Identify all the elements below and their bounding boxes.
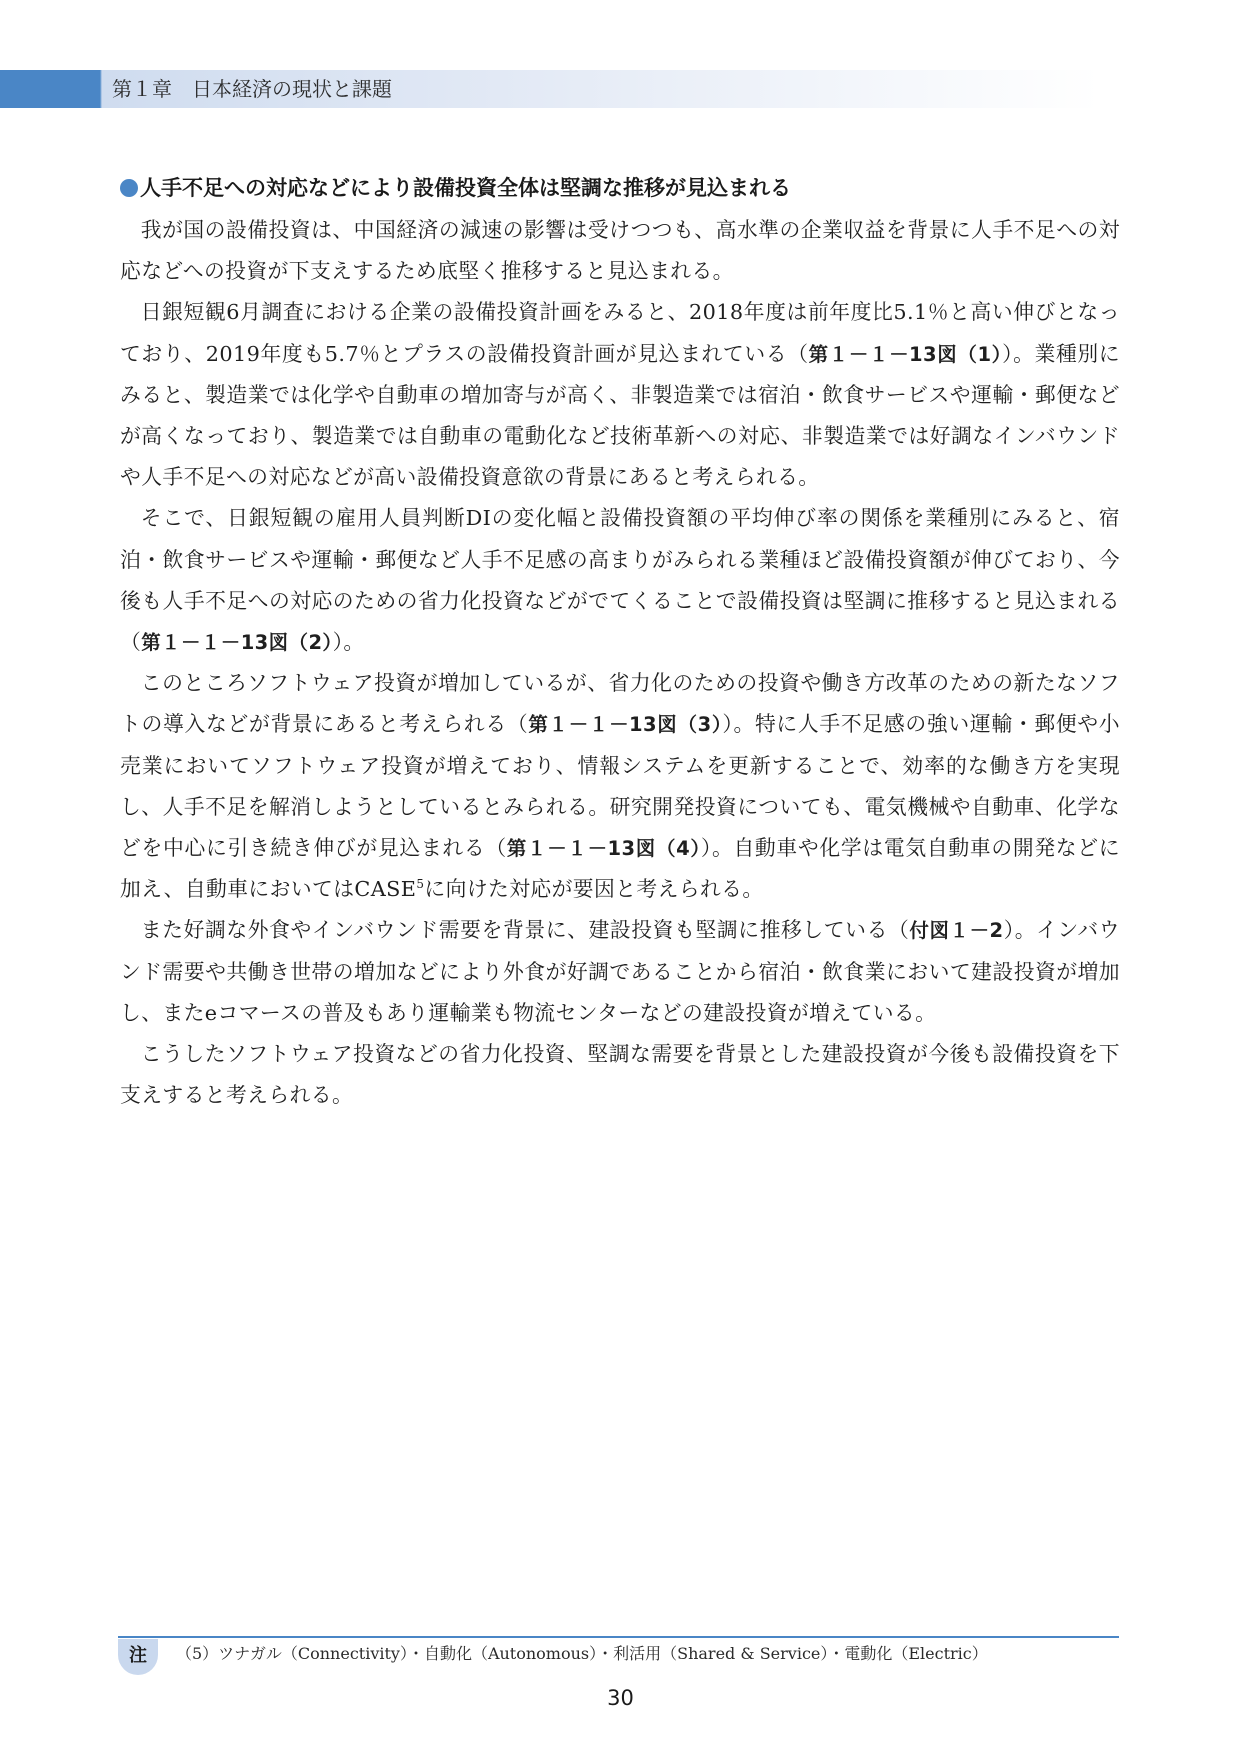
section-heading [120,172,1120,204]
figure-reference: 第１－１－13図（1） [808,342,1003,366]
footnote-text: （5）ツナガル（Connectivity）・自動化（Autonomous）・利活用（Shared & Service）・電動化（Electric） [176,1644,988,1663]
paragraph-1: 我が国の設備投資は、中国経済の減速の影響は受けつつも、高水準の企業収益を背景に人手不足への対応などへの投資が下支えするため底堅く推移すると見込まれる。 [120,218,1120,284]
figure-reference: 第１－１－13図（2） [141,631,333,655]
text-run: そこで、日銀短観の雇用人員判断DIの変化幅と設備投資額の平均伸び率の関係を業種別にみると、宿泊・飲食サービスや運輸・郵便など人手不足感の高まりがみられる業種ほど設備投資額が伸びており、今後も人手不足への対応のための省力化投資などがでてくることで設備投資は堅調に推移すると見込まれる（ [120,506,1120,655]
footnote-marker: 5 [416,877,425,892]
text-run: ）。業種別にみると、製造業では化学や自動車の増加寄与が高く、非製造業では宿泊・飲食サービスや運輸・郵便などが高くなっており、製造業では自動車の電動化など技術革新への対応、非製造業では好調なインバウンドや人手不足への対応などが高い設備投資意欲の背景にあると考えられる。 [120,341,1120,490]
bullet-circle-icon [120,179,138,197]
figure-reference: 第１－１－13図（3） [528,713,723,737]
text-run: ）。 [332,630,365,655]
figure-reference: 第１－１－13図（4） [506,837,701,861]
paragraph-4 [120,663,1120,910]
text-run: このところソフトウェア投資が増加しているが、省力化のための投資や働き方改革のための新たなソフトの導入などが背景にあると考えられる（ [120,671,1120,737]
text-run: に向けた対応が要因と考えられる。 [424,877,764,902]
paragraph-2 [120,292,1120,498]
paragraph-6: こうしたソフトウェア投資などの省力化投資、堅調な需要を背景とした建設投資が今後も設備投資を下支えすると考えられる。 [120,1042,1120,1108]
chapter-title: 第１章 日本経済の現状と課題 [112,77,392,101]
main-content [120,172,1120,1116]
text-run: ）。特に人手不足感の強い運輸・郵便や小売業においてソフトウェア投資が増えており、情報システムを更新することで、効率的な働き方を実現し、人手不足を解消しようとしているとみられる。研究開発投資についても、電気機械や自動車、化学などを中心に引き続き伸びが見込まれる（ [120,712,1120,861]
text-run: また好調な外食やインバウンド需要を背景に、建設投資も堅調に推移している（ [140,918,910,943]
paragraph-3 [120,498,1120,663]
page-number: 30 [607,1686,634,1710]
text-run: ）。インバウンド需要や共働き世帯の増加などにより外食が好調であることから宿泊・飲食業において建設投資が増加し、またeコマースの普及もあり運輸業も物流センターなどの建設投資が増えている。 [120,918,1120,1025]
text-run: ）。自動車や化学は電気自動車の開発などに加え、自動車においてはCASE [120,836,1120,902]
footnote-badge: 注 [118,1639,158,1675]
paragraph-5 [120,910,1120,1034]
figure-reference: 付図１－2 [909,919,1004,943]
text-run: 日銀短観6月調査における企業の設備投資計画をみると、2018年度は前年度比5.1％と高い伸びとなっており、2019年度も5.7％とプラスの設備投資計画が見込まれている（ [120,300,1120,366]
section-heading-text: 人手不足への対応などにより設備投資全体は堅調な推移が見込まれる [140,176,791,200]
footnote-divider [118,1636,1119,1638]
